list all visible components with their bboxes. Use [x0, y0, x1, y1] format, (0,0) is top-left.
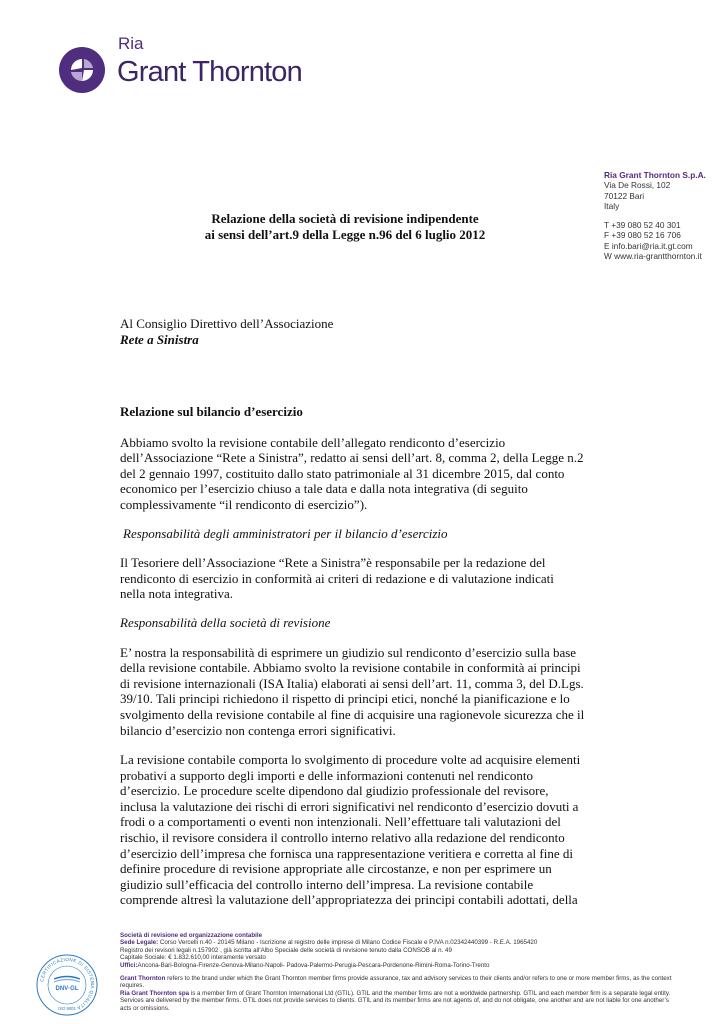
- seal-ring-text: CERTIFICAZIONE DI SISTEMA QUALITÀ: [39, 956, 96, 1011]
- seal-standard: ISO 9001: [58, 1006, 76, 1011]
- paragraph-line: del 2 gennaio 1997, costituito dallo stato patrimoniale al 31 dicembre 2015, dal conto: [120, 465, 565, 481]
- paragraph-1: [120, 435, 610, 513]
- addressee-line-1: Al Consiglio Direttivo dell’Associazione: [120, 316, 334, 331]
- addressee-line-2: Rete a Sinistra: [120, 332, 199, 347]
- footer-text: Corso Vercelli n.40 - 20145 Milano - Iscrizione al registro delle imprese di Milano Codice Fiscale e P.IVA n.02342440399 - R.E.A. 1965420: [158, 939, 538, 947]
- paragraph-line: E’ nostra la responsabilità di esprimere un giudizio sul rendiconto d’esercizio sulla base: [120, 644, 577, 660]
- paragraph-line: d’esercizio. Le procedure scelte dipendono dal giudizio professionale del revisore,: [120, 783, 549, 799]
- paragraph-line: dell’Associazione “Rete a Sinistra”, redatto ai sensi dell’art. 8, comma 2, della Legge n.2: [120, 450, 584, 466]
- report-body: [120, 404, 610, 908]
- footer-text: Ancona-Bari-Bologna-Firenze-Genova-Milano-Napoli- Padova-Palermo-Perugia-Pescara-Pordenone-Rimini-Roma-Torino-Trento: [137, 961, 490, 969]
- svg-text:CERTIFICAZIONE DI SISTEMA QUAL: [39, 957, 95, 1012]
- footer-registered-office: [120, 939, 680, 946]
- footer-label: Uffici:: [120, 961, 138, 969]
- paragraph-line: bilancio d’esercizio non contenga errori significativi.: [120, 722, 396, 738]
- firm-address-street: Via De Rossi, 102: [604, 180, 671, 191]
- paragraph-line: inclusa la valutazione dei rischi di errori significativi nel rendiconto d’esercizio dovuti a: [120, 798, 579, 814]
- firm-email: E info.bari@ria.it.gt.com: [604, 240, 693, 251]
- logo-ria-text: Ria: [118, 34, 144, 53]
- firm-fax: F +39 080 52 16 706: [604, 230, 681, 241]
- firm-website: W www.ria-grantthornton.it: [604, 251, 702, 262]
- paragraph-line: definire procedure di revisione appropriate alle circostanze, e non per esprimere un: [120, 861, 552, 877]
- paragraph-4: [120, 752, 610, 908]
- seal-brand: DNV·GL: [55, 986, 79, 992]
- grant-thornton-logo-icon: [58, 46, 106, 94]
- section-heading: Relazione sul bilancio d’esercizio: [120, 404, 303, 419]
- company-logo: [58, 34, 328, 98]
- report-title: [170, 211, 520, 243]
- subheading-directors-responsibility: Responsabilità degli amministratori per il bilancio d’esercizio: [123, 525, 448, 541]
- footer-disclaimer-2: [120, 990, 680, 997]
- paragraph-line: comprende altresì la valutazione dell’appropriatezza dei principi contabili adottati, della: [120, 892, 578, 908]
- footer-disclaimer-3: Services are delivered by the member firms. GTIL does not provide services to clients. GTIL and its member firms are not agents of, and do not obligate, one another and are not liable for one another’s acts or omissions.: [120, 997, 669, 1012]
- paragraph-line: Abbiamo svolto la revisione contabile dell’allegato rendiconto d’esercizio: [120, 434, 506, 450]
- paragraph-line: rischio, il revisore considera il controllo interno relativo alla redazione del rendiconto: [120, 830, 565, 846]
- paragraph-line: nella nota integrativa.: [120, 586, 233, 602]
- paragraph-line: svolgimento della revisione contabile al fine di acquisire una ragionevole sicurezza che il: [120, 706, 585, 722]
- paragraph-line: frodi o a comportamenti o eventi non intenzionali. Nell’effettuare tali valutazioni del: [120, 814, 561, 830]
- page-footer: [120, 932, 680, 1012]
- firm-name: Ria Grant Thornton S.p.A.: [604, 170, 706, 180]
- paragraph-line: Il Tesoriere dell’Associazione “Rete a Sinistra”è responsabile per la redazione del: [120, 555, 546, 571]
- firm-address-city: 70122 Bari: [604, 190, 645, 201]
- report-title-line-1: Relazione della società di revisione indipendente: [211, 211, 479, 226]
- footer-label: Sede Legale:: [120, 939, 159, 947]
- paragraph-line: della revisione contabile. Abbiamo svolto la revisione contabile in conformità ai principi: [120, 660, 581, 676]
- footer-company-type: Società di revisione ed organizzazione contabile: [120, 932, 263, 939]
- subheading-auditor-responsibility: Responsabilità della società di revisione: [120, 614, 331, 630]
- dnv-gl-certification-seal: [36, 954, 98, 1016]
- paragraph-line: di revisione internazionali (ISA Italia) elaborati ai sensi dell’art. 11, comma 3, del D.Lgs.: [120, 675, 584, 691]
- footer-capital: Capitale Sociale: € 1.832.610,00 interamente versato: [120, 954, 266, 962]
- footer-text: refers to the brand under which the Grant Thornton member firms provide assurance, tax and advisory services to their clients and/or refers to one or more member firms, as the context requires.: [120, 975, 672, 990]
- paragraph-line: giudizio sull’efficacia del controllo interno dell’impresa. La revisione contabile: [120, 876, 534, 892]
- firm-country: Italy: [604, 200, 620, 211]
- footer-label: Ria Grant Thornton spa: [120, 989, 190, 997]
- addressee: [120, 316, 333, 348]
- paragraph-line: rendiconto di esercizio in conformità ai criteri di redazione e di valutazione indicati: [120, 570, 554, 586]
- paragraph-line: complessivamente “il rendiconto di esercizio”).: [120, 496, 368, 512]
- report-title-line-2: ai sensi dell’art.9 della Legge n.96 del 6 luglio 2012: [204, 227, 486, 242]
- paragraph-line: 39/10. Tali principi richiedono il rispetto di principi etici, nonché la pianificazione e lo: [120, 691, 570, 707]
- paragraph-line: probativi a supporto degli importi e delle informazioni contenuti nel rendiconto: [120, 767, 534, 783]
- paragraph-2: [120, 555, 610, 602]
- footer-disclaimer-1: [120, 975, 680, 990]
- firm-phone: T +39 080 52 40 301: [604, 220, 681, 231]
- paragraph-line: La revisione contabile comporta lo svolgimento di procedure volte ad acquisire elementi: [120, 752, 581, 768]
- paragraph-line: d’esercizio dell’impresa che fornisca una rappresentazione veritiera e corretta al fine di: [120, 845, 573, 861]
- paragraph-3: [120, 645, 610, 739]
- firm-contact-block: [604, 170, 724, 261]
- footer-text: is a member firm of Grant Thornton International Ltd (GTIL). GTIL and the member firms are not a worldwide partnership. GTIL and each member firm is a separate legal entity.: [189, 989, 671, 997]
- footer-label: Grant Thornton: [120, 975, 166, 983]
- paragraph-line: economico per l’esercizio chiuso a tale data e dalla nota integrativa (di seguito: [120, 481, 528, 497]
- footer-offices: [120, 962, 680, 969]
- footer-register: Registro dei revisori legali n.157902 , già iscritta all’Albo Speciale delle società di revisione tenuto dalla CONSOB al n. 49: [120, 946, 452, 954]
- logo-brand-name: Grant Thornton: [117, 56, 302, 88]
